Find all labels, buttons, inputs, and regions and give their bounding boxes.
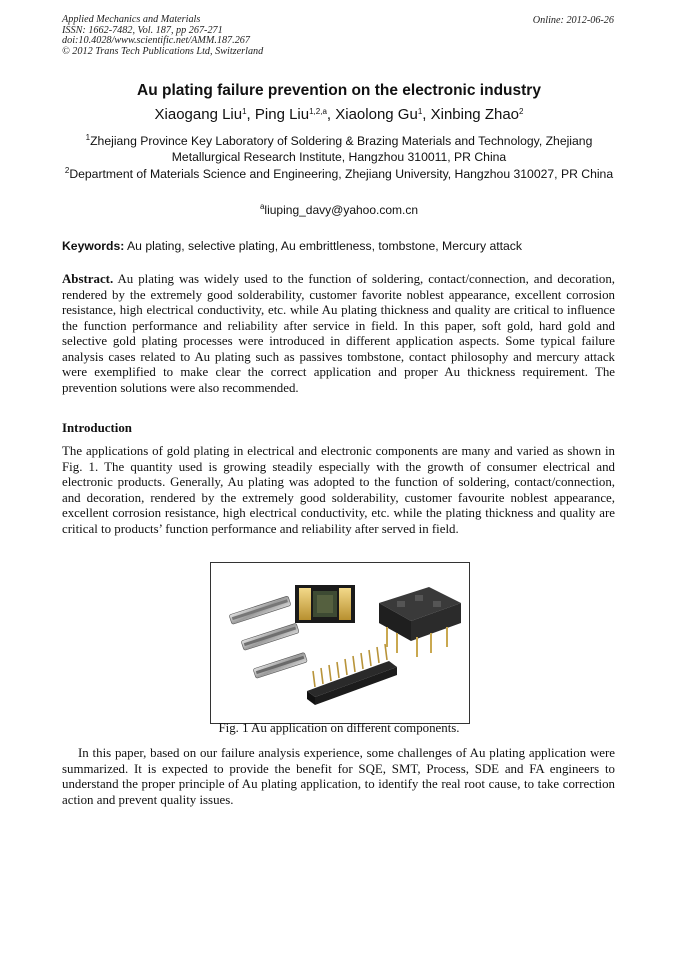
abstract-label: Abstract. (62, 272, 114, 286)
issn-line: ISSN: 1662-7482, Vol. 187, pp 267-271 (62, 24, 223, 36)
abstract (62, 272, 615, 396)
pin-header-strip (307, 644, 397, 705)
author-affiliation-marker: 1 (242, 107, 247, 116)
affiliation-1 (62, 133, 616, 165)
author-name: Xinbing Zhao (430, 106, 520, 123)
gold-plated-chip (295, 585, 355, 623)
journal-name: Applied Mechanics and Materials (62, 14, 201, 25)
author-name: Ping Liu (254, 106, 310, 123)
doi-line: doi:10.4028/www.scientific.net/AMM.187.267 (62, 35, 250, 47)
affiliation-text: Zhejiang Province Key Laboratory of Soldering & Brazing Materials and Technology, Zhejiang Metallurgical Research Institute, Hangzhou 310011, PR China (90, 134, 593, 164)
corresponding-email (0, 203, 678, 217)
introduction-paragraph: The applications of gold plating in electrical and electronic components are many and varied as shown in Fig. 1. The quantity used is growing steadily especially with the growth of consumer electrical and electronic products. Generally, Au plating was adopted to the function of soldering, contact/connection, and decoration, rendered by the extremely good solderability, customer favourite noblest appearance, excellent corrosion resistance, high electrical conductivity, etc. while the plating thickness and quality are critical to products’ function performance and reliability after served in field. (62, 444, 615, 536)
keywords (62, 239, 616, 253)
online-date: Online: 2012-06-26 (532, 15, 614, 26)
author-name: Xiaogang Liu (154, 106, 243, 123)
affiliation-2 (62, 166, 616, 182)
affiliation-text: Department of Materials Science and Engineering, Zhejiang University, Hangzhou 310027, PR China (69, 167, 614, 181)
affiliation-marker: 2 (64, 166, 70, 175)
author-affiliation-marker: 2 (519, 107, 524, 116)
affiliation-marker: 1 (85, 133, 91, 142)
email-marker: a (259, 202, 265, 211)
journal-metadata (62, 15, 263, 57)
box-header-connector (379, 587, 461, 657)
closing-paragraph: In this paper, based on our failure analysis experience, some challenges of Au plating application were summarized. It is expected to provide the benefit for SQE, SMT, Process, SDE and FA engineers to understand the proper principle of Au plating application, to identify the real root cause, to take correction action and prevent quality issues. (62, 746, 615, 807)
au-components-photo (211, 563, 469, 723)
author-affiliation-marker: 1 (417, 107, 423, 116)
copyright-line: © 2012 Trans Tech Publications Ltd, Switzerland (62, 45, 264, 57)
paper-title: Au plating failure prevention on the electronic industry (137, 82, 541, 99)
author-list: Xiaogang Liu$^1$, Ping Liu$^{1,2,a}$, Xiaolong Gu$^1$, Xinbing Zhao$^2$ (154, 106, 524, 123)
figure-1-image (210, 562, 470, 724)
author-name: Xiaolong Gu (335, 106, 418, 123)
abstract-text: Au plating was widely used to the function of soldering, contact/connection, and decoration, rendered by the extremely good solderability, customer favorite noblest appearance, excellent corrosion resistance, high electrical conductivity, etc. while Au plating thickness and quality are critical to influence the function performance and reliability after service in field. In this paper, soft gold, hard gold and selective gold plating processes were introduced in different application aspects. Some typical failure analysis cases related to Au plating such as passives tombstone, contact philosophy and mercury attack were exemplified to make clear the correct application and proper Au thickness requirement. The prevention solutions were also recommended. (62, 272, 615, 395)
figure-1-caption: Fig. 1 Au application on different components. (218, 721, 460, 735)
keywords-text: Au plating, selective plating, Au embrittleness, tombstone, Mercury attack (124, 239, 522, 253)
author-affiliation-marker: 1,2,a (309, 107, 327, 116)
section-heading-introduction: Introduction (62, 421, 132, 435)
keywords-label: Keywords: (62, 239, 125, 253)
email-address[interactable]: liuping_davy@yahoo.com.cn (264, 203, 419, 217)
